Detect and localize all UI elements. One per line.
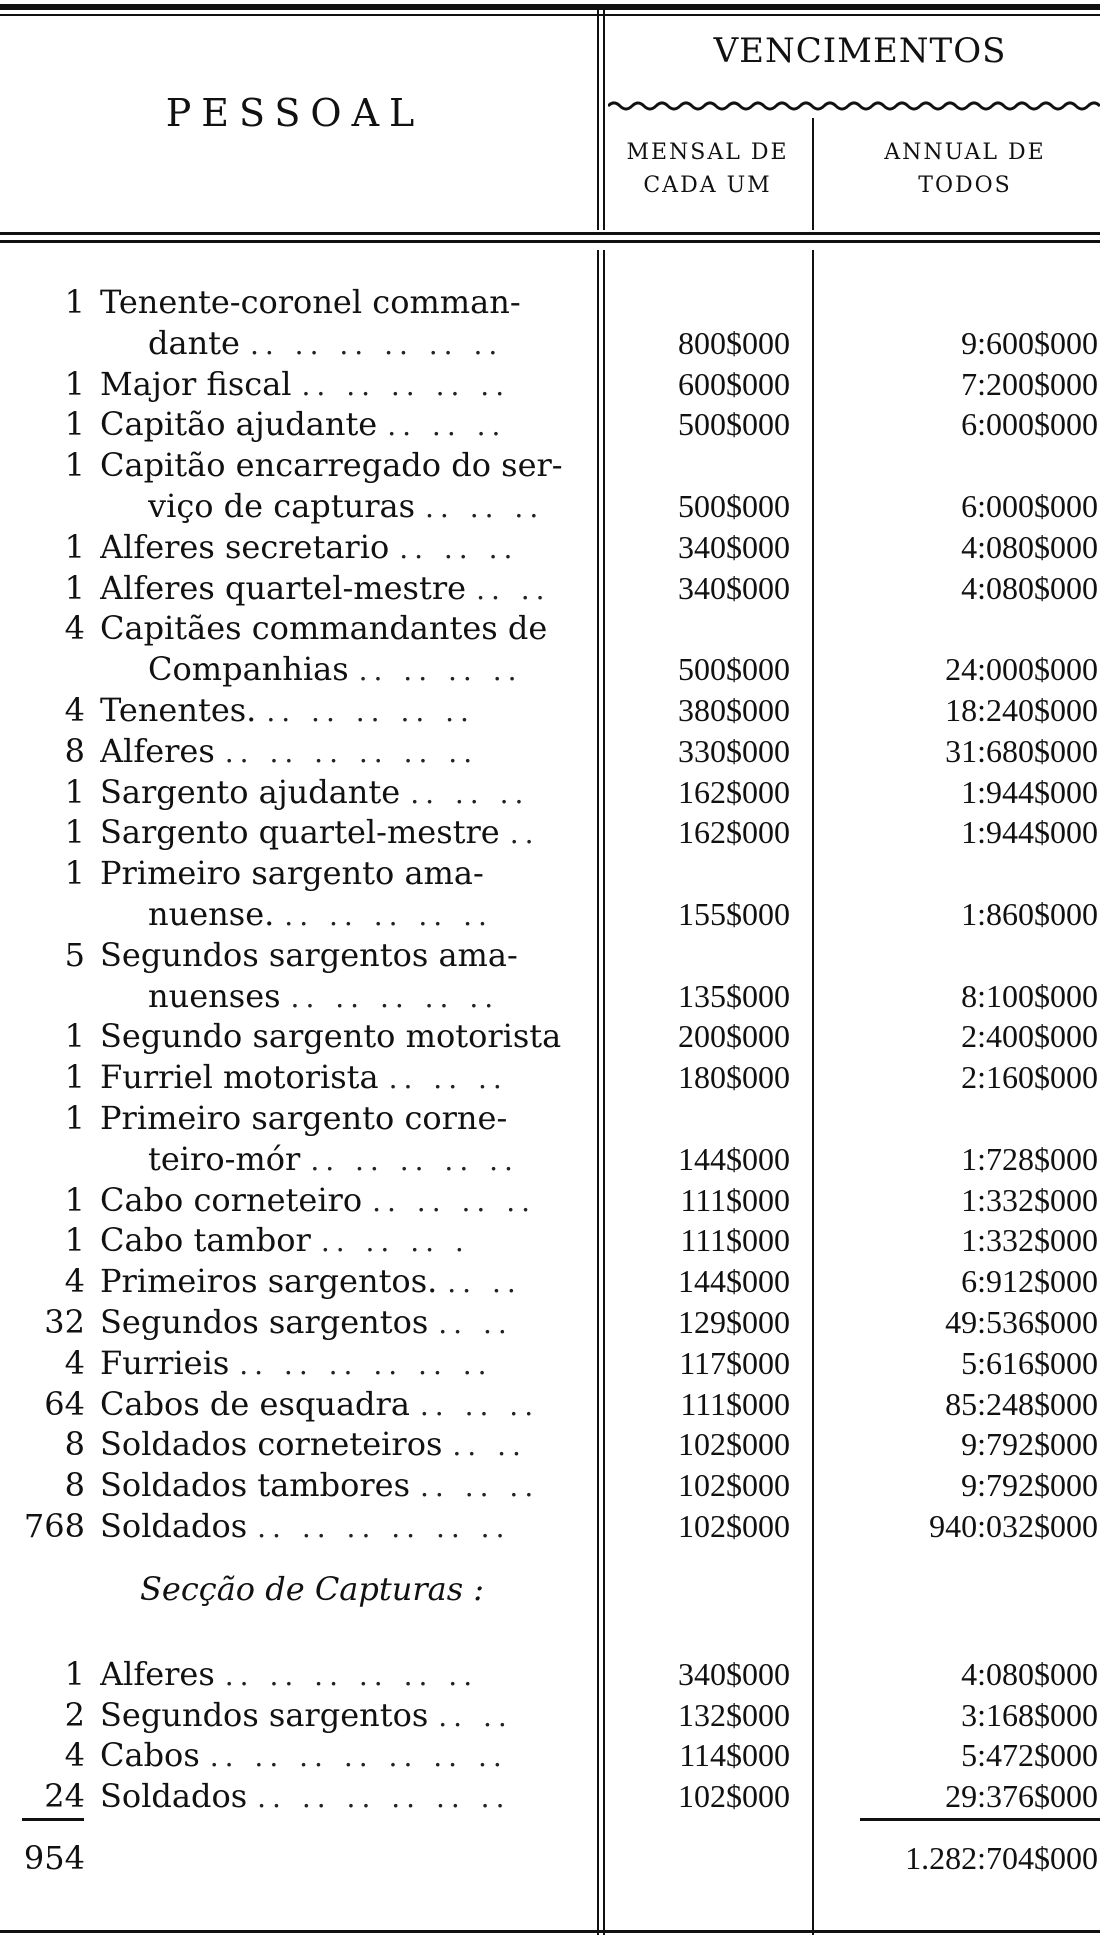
row-label-text: Furrieis	[100, 1343, 230, 1382]
row-label-text: Soldados corneteiros	[100, 1425, 443, 1464]
row-mensal: 111$000	[680, 1385, 790, 1422]
row-label-text: Primeiro sargento ama-	[100, 854, 484, 893]
row-annual: 31:680$000	[945, 732, 1098, 769]
row-annual: 8:100$000	[961, 977, 1098, 1014]
row-label-text: viço de capturas	[148, 487, 416, 525]
row-qty: 8	[64, 1425, 85, 1464]
row-leader-dots: .. ..	[452, 1429, 527, 1463]
header-pessoal: PESSOAL	[165, 91, 425, 135]
row-annual: 1:332$000	[961, 1181, 1098, 1218]
row-annual: 1:944$000	[961, 773, 1098, 810]
row-qty: 24	[44, 1776, 85, 1815]
row-mensal: 800$000	[678, 324, 790, 361]
row-leader-dots: .. .. .. .. .. .. ..	[209, 1740, 508, 1773]
row-leader-dots: .. .. .. .. ..	[301, 368, 511, 402]
table-row	[0, 812, 1120, 852]
row-qty: 1	[64, 283, 85, 321]
total-rule-qty	[22, 1818, 84, 1821]
row-annual: 940:032$000	[929, 1508, 1098, 1544]
table-row	[0, 1098, 1120, 1138]
row-label	[100, 1180, 580, 1222]
row-qty: 1	[64, 854, 85, 893]
row-label-text: Alferes	[100, 1655, 215, 1693]
table-row	[0, 1506, 1120, 1546]
row-mensal: 600$000	[678, 365, 790, 402]
row-annual: 7:200$000	[961, 365, 1098, 402]
row-label	[100, 527, 580, 569]
table-row	[0, 853, 1120, 893]
row-mensal: 144$000	[678, 1263, 790, 1300]
row-qty: 768	[23, 1507, 85, 1545]
table-row	[0, 1302, 1120, 1342]
header-subdivider	[812, 118, 814, 230]
table-row	[0, 772, 1120, 812]
table-row	[0, 731, 1120, 771]
row-annual: 4:080$000	[961, 569, 1098, 606]
row-label	[100, 282, 580, 322]
row-qty: 32	[44, 1303, 85, 1341]
row-label-text: Segundos sargentos	[100, 1303, 429, 1341]
table-row	[0, 1384, 1120, 1424]
row-leader-dots: .. ..	[447, 1266, 522, 1300]
top-rule	[0, 4, 1100, 10]
row-label-text: nuenses	[148, 976, 281, 1015]
row-qty: 1	[64, 1180, 85, 1219]
row-leader-dots: .. .. .. .. .. ..	[257, 1511, 511, 1544]
row-label	[100, 1220, 580, 1262]
row-leader-dots: .. .. ..	[399, 531, 519, 565]
table-row	[0, 1424, 1120, 1464]
row-leader-dots: .. .. ..	[388, 1062, 508, 1096]
table-row	[0, 1180, 1120, 1220]
row-leader-dots: .. .. .. .. .. ..	[224, 735, 479, 769]
row-qty: 1	[64, 446, 85, 485]
row-label-text: Segundos sargentos ama-	[100, 935, 518, 974]
row-label	[100, 1654, 580, 1696]
row-annual: 29:376$000	[945, 1777, 1098, 1814]
row-leader-dots: .. .. .. .. .. ..	[257, 1780, 511, 1814]
row-mensal: 200$000	[678, 1018, 790, 1055]
header-bottom-rule-2	[0, 240, 1100, 243]
table-row	[0, 282, 1120, 322]
row-label	[100, 690, 580, 732]
table-row	[0, 486, 1120, 526]
table-row	[0, 364, 1120, 404]
row-label-text: Tenentes.	[100, 691, 257, 729]
table-row	[0, 935, 1120, 975]
wavy-rule	[608, 98, 1100, 114]
row-label	[100, 1424, 580, 1466]
row-qty: 4	[64, 1262, 85, 1301]
row-qty: 1	[64, 1099, 85, 1137]
row-annual: 1:944$000	[961, 814, 1098, 851]
top-rule-thin	[0, 14, 1100, 16]
row-label	[148, 649, 580, 691]
row-leader-dots: .. .. .. .. ..	[266, 695, 475, 728]
header-mensal	[605, 140, 810, 199]
row-annual: 85:248$000	[945, 1385, 1098, 1422]
row-label-text: Alferes	[100, 731, 215, 770]
row-annual: 18:240$000	[945, 692, 1098, 728]
row-leader-dots: .. .. .. .. ..	[284, 899, 493, 932]
row-qty: 1	[64, 364, 85, 403]
row-mensal: 135$000	[678, 977, 790, 1014]
row-label	[100, 445, 580, 485]
table-row	[0, 404, 1120, 444]
row-leader-dots: .. .. .. .. ..	[310, 1143, 519, 1177]
table-row	[0, 894, 1120, 934]
row-leader-dots: .. .. .. .. .. ..	[239, 1347, 493, 1381]
row-label-text: nuense.	[148, 895, 275, 933]
row-label	[100, 1465, 580, 1507]
row-leader-dots: .. .. ..	[387, 409, 507, 443]
total-row	[0, 1838, 1120, 1878]
row-label-text: Primeiro sargento corne-	[100, 1099, 508, 1137]
row-leader-dots: .. .. .. .. ..	[290, 980, 500, 1014]
header-mensal-line2: CADA UM	[643, 173, 772, 199]
row-label-text: Cabo tambor	[100, 1221, 311, 1260]
row-label	[100, 731, 580, 773]
table-row	[0, 1343, 1120, 1383]
row-annual: 4:080$000	[961, 528, 1098, 565]
row-qty: 1	[64, 1221, 85, 1260]
row-mensal: 500$000	[678, 406, 790, 443]
row-annual: 4:080$000	[961, 1656, 1098, 1692]
row-label-text: teiro-mór	[148, 1139, 301, 1178]
row-leader-dots: .. .. ..	[420, 1470, 540, 1504]
table-row	[0, 323, 1120, 363]
row-label	[100, 1384, 580, 1426]
table-row	[0, 568, 1120, 608]
row-label-text: Cabo corneteiro	[100, 1180, 363, 1219]
row-mensal: 330$000	[678, 732, 790, 769]
table-row	[0, 445, 1120, 485]
table-row	[0, 1057, 1120, 1097]
row-label	[100, 1506, 580, 1548]
row-leader-dots: .. .. .. ..	[358, 654, 523, 688]
row-label	[148, 894, 580, 936]
row-annual: 9:792$000	[961, 1467, 1098, 1504]
row-leader-dots: .. ..	[476, 572, 551, 606]
section-title: Secção de Capturas :	[140, 1570, 485, 1608]
row-mensal: 132$000	[678, 1696, 790, 1733]
row-annual: 9:792$000	[961, 1426, 1098, 1463]
table-row	[0, 1220, 1120, 1260]
row-mensal: 102$000	[678, 1467, 790, 1504]
table-row	[0, 608, 1120, 648]
row-qty: 8	[64, 731, 85, 770]
row-label-text: Segundos sargentos	[100, 1695, 429, 1734]
row-label	[148, 323, 580, 365]
total-annual: 1.282:704$000	[905, 1840, 1098, 1876]
row-annual: 2:160$000	[961, 1059, 1098, 1096]
row-label-text: Cabos	[100, 1736, 200, 1774]
row-label-text: Alferes secretario	[100, 527, 390, 566]
row-label	[100, 935, 580, 975]
row-leader-dots: ..	[509, 817, 540, 851]
row-mensal: 144$000	[678, 1140, 790, 1177]
row-label-text: Capitão encarregado do ser-	[100, 446, 563, 485]
row-mensal: 500$000	[678, 651, 790, 688]
row-leader-dots: .. .. .. .. .. ..	[249, 327, 504, 361]
row-label	[100, 1016, 580, 1056]
row-mensal: 117$000	[679, 1344, 790, 1381]
row-leader-dots: .. .. .. .	[320, 1225, 470, 1259]
row-annual: 6:000$000	[961, 488, 1098, 524]
row-label-text: Soldados	[100, 1776, 248, 1815]
header-annual-line1: ANNUAL DE	[884, 140, 1046, 165]
row-mensal: 114$000	[679, 1737, 790, 1773]
row-annual: 3:168$000	[961, 1696, 1098, 1733]
total-qty: 954	[23, 1839, 85, 1877]
header-mensal-line1: MENSAL DE	[626, 140, 789, 165]
row-mensal: 102$000	[678, 1508, 790, 1544]
row-annual: 1:728$000	[961, 1140, 1098, 1177]
row-label-text: Sargento quartel-mestre	[100, 813, 500, 852]
row-mensal: 102$000	[678, 1777, 790, 1814]
table-row	[0, 1776, 1120, 1816]
row-qty: 8	[64, 1466, 85, 1505]
row-mensal: 500$000	[678, 488, 790, 524]
row-qty: 4	[64, 1736, 85, 1774]
row-label	[100, 1695, 580, 1737]
row-qty: 1	[64, 405, 85, 444]
row-label-text: Major fiscal	[100, 364, 292, 403]
header-annual	[815, 140, 1115, 199]
row-qty: 1	[64, 1655, 85, 1693]
row-leader-dots: .. .. .. .. .. ..	[224, 1659, 479, 1692]
row-mensal: 340$000	[678, 528, 790, 565]
row-mensal: 180$000	[678, 1059, 790, 1096]
table-row	[0, 1261, 1120, 1301]
row-label	[100, 1261, 580, 1303]
row-qty: 5	[64, 935, 85, 974]
row-leader-dots: .. .. ..	[410, 776, 530, 810]
row-annual: 6:000$000	[961, 406, 1098, 443]
row-label	[148, 976, 580, 1018]
row-label-text: Soldados	[100, 1507, 248, 1545]
row-label-text: Capitães commandantes de	[100, 609, 548, 648]
row-mensal: 162$000	[678, 814, 790, 851]
bottom-rule	[0, 1930, 1100, 1933]
row-annual: 5:616$000	[961, 1344, 1098, 1381]
row-label-text: Primeiros sargentos.	[100, 1262, 438, 1301]
header-annual-line2: TODOS	[918, 173, 1012, 199]
row-annual: 9:600$000	[961, 324, 1098, 361]
row-label	[100, 1343, 580, 1385]
row-label	[148, 486, 580, 528]
table-row	[0, 1735, 1120, 1775]
row-leader-dots: .. .. ..	[419, 1388, 540, 1422]
row-qty: 64	[44, 1384, 85, 1423]
row-qty: 1	[64, 1017, 85, 1056]
table-row	[0, 690, 1120, 730]
row-label-text: Sargento ajudante	[100, 772, 401, 811]
row-mensal: 102$000	[678, 1426, 790, 1463]
row-label	[100, 404, 580, 446]
row-mensal: 155$000	[678, 896, 790, 932]
row-label	[148, 1139, 580, 1181]
total-rule-annual	[860, 1818, 1100, 1821]
table-row	[0, 1139, 1120, 1179]
row-label	[100, 608, 580, 648]
header-bottom-rule	[0, 232, 1100, 235]
row-annual: 24:000$000	[945, 651, 1098, 688]
row-label	[100, 364, 580, 406]
row-label	[100, 772, 580, 814]
row-qty: 2	[64, 1695, 85, 1734]
row-mensal: 340$000	[678, 1656, 790, 1692]
row-label-text: Tenente-coronel comman-	[100, 283, 521, 321]
table-row	[0, 1654, 1120, 1694]
table-row	[0, 1695, 1120, 1735]
row-label	[100, 1098, 580, 1138]
table-row	[0, 527, 1120, 567]
row-qty: 4	[64, 609, 85, 648]
row-annual: 5:472$000	[961, 1737, 1098, 1773]
row-leader-dots: .. ..	[438, 1307, 513, 1340]
header-divider-double-a	[597, 8, 599, 230]
row-label-text: Alferes quartel-mestre	[100, 568, 467, 607]
row-qty: 1	[64, 813, 85, 852]
row-mensal: 380$000	[678, 692, 790, 728]
row-label	[100, 1057, 580, 1099]
header-divider-double-b	[603, 8, 605, 230]
row-label-text: Cabos de esquadra	[100, 1384, 410, 1423]
row-leader-dots: .. .. ..	[425, 491, 545, 524]
row-label	[100, 853, 580, 893]
row-label-text: Segundo sargento motorista	[100, 1017, 562, 1056]
row-leader-dots: .. ..	[438, 1699, 513, 1733]
header-vencimentos: VENCIMENTOS	[713, 31, 1007, 71]
row-mensal: 340$000	[678, 569, 790, 606]
row-leader-dots: .. .. .. ..	[372, 1184, 537, 1218]
row-mensal: 129$000	[678, 1304, 790, 1340]
row-annual: 1:860$000	[961, 896, 1098, 932]
row-label-text: Furriel motorista	[100, 1058, 379, 1097]
row-annual: 1:332$000	[961, 1222, 1098, 1259]
row-label	[100, 1302, 580, 1344]
row-label	[100, 812, 580, 854]
table-row	[0, 649, 1120, 689]
row-qty: 1	[64, 568, 85, 607]
row-annual: 49:536$000	[945, 1304, 1098, 1340]
row-label	[100, 1735, 580, 1777]
row-qty: 1	[64, 772, 85, 811]
row-label-text: Companhias	[148, 650, 349, 689]
row-label-text: Capitão ajudante	[100, 405, 378, 444]
row-label-text: Soldados tambores	[100, 1466, 411, 1505]
row-qty: 1	[64, 527, 85, 566]
row-qty: 4	[64, 1343, 85, 1382]
row-qty: 1	[64, 1058, 85, 1097]
table-row	[0, 976, 1120, 1016]
row-annual: 6:912$000	[961, 1263, 1098, 1300]
row-annual: 2:400$000	[961, 1018, 1098, 1055]
table-row	[0, 1465, 1120, 1505]
row-mensal: 162$000	[678, 773, 790, 810]
row-label	[100, 1776, 580, 1818]
row-mensal: 111$000	[680, 1181, 790, 1218]
row-label-text: dante	[148, 323, 240, 362]
row-label	[100, 568, 580, 610]
row-mensal: 111$000	[680, 1222, 790, 1259]
table-row	[0, 1016, 1120, 1056]
row-qty: 4	[64, 691, 85, 729]
